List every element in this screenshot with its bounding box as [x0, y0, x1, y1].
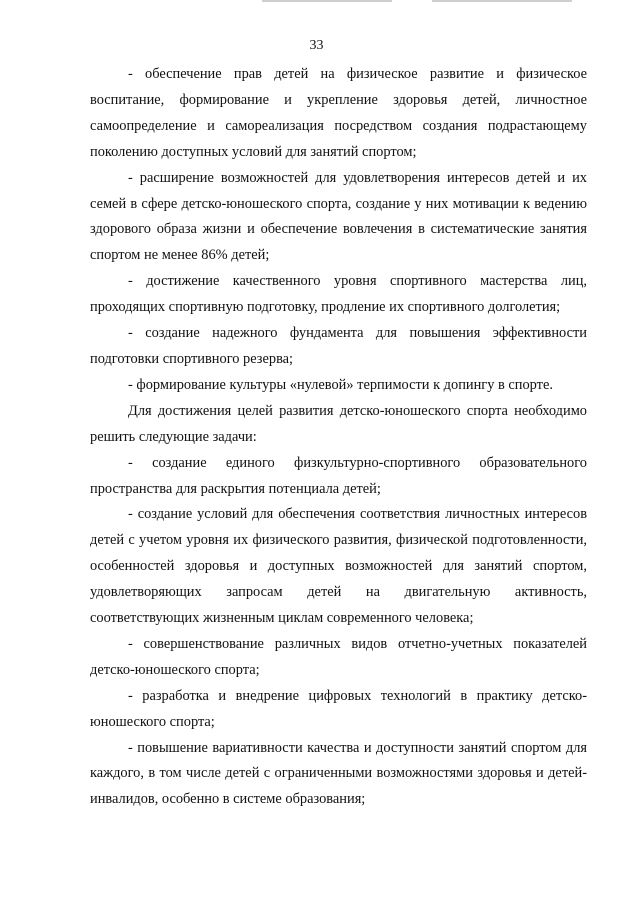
paragraph: - совершенствование различных видов отчетно-учетных показателей детско-юношеского спорта;: [90, 635, 587, 678]
paragraph: - создание единого физкультурно-спортивного образовательного пространства для раскрытия потенциала детей;: [90, 454, 587, 497]
paragraph: Для достижения целей развития детско-юношеского спорта необходимо решить следующие задачи:: [90, 402, 587, 445]
paragraph: - расширение возможностей для удовлетворения интересов детей и их семей в сфере детско-юношеского спорта, создание у них мотивации к ведению здорового образа жизни и обеспечение вовлечения в систематические занятия спортом не менее 86% детей;: [90, 169, 587, 264]
page-number: 33: [309, 38, 324, 53]
scan-artifact: [262, 0, 392, 2]
document-body: [90, 62, 587, 813]
paragraph: - повышение вариативности качества и доступности занятий спортом для каждого, в том числе детей с ограниченными возможностями здоровья и детей-инвалидов, особенно в системе образования;: [90, 739, 587, 808]
paragraph: - создание надежного фундамента для повышения эффективности подготовки спортивного резерва;: [90, 325, 587, 367]
paragraph: - обеспечение прав детей на физическое развитие и физическое воспитание, формирование и укрепление здоровья детей, личностное самоопределение и самореализация посредством создания подрастающему поколению доступных условий для занятий спортом;: [90, 66, 587, 160]
paragraph: - достижение качественного уровня спортивного мастерства лиц, проходящих спортивную подготовку, продление их спортивного долголетия;: [90, 273, 587, 316]
scan-artifact: [432, 0, 572, 2]
paragraph: - создание условий для обеспечения соответствия личностных интересов детей с учетом уровня их физического развития, физической подготовленности, особенностей здоровья и доступных возможностей для занятий спортом, удовлетворяющих запросам детей на двигательную активность, соответствующих жизненным циклам современного человека;: [90, 506, 587, 627]
paragraph: - разработка и внедрение цифровых технологий в практику детско-юношеского спорта;: [90, 687, 587, 730]
paragraph: - формирование культуры «нулевой» терпимости к допингу в спорте.: [128, 376, 553, 393]
